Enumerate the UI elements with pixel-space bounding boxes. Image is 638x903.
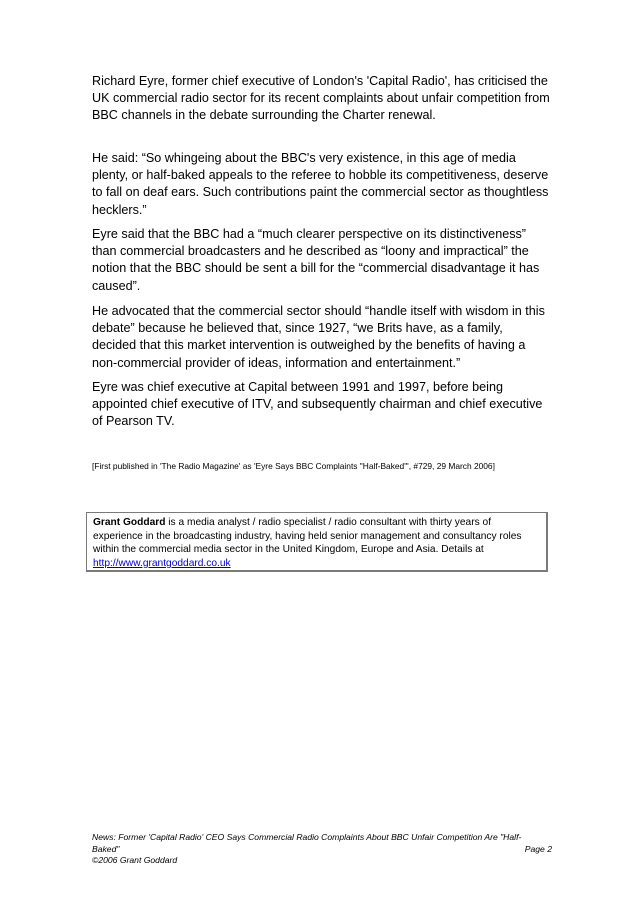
author-website-link[interactable]: http://www.grantgoddard.co.uk [93, 557, 231, 569]
publication-citation: [First published in 'The Radio Magazine' as 'Eyre Says BBC Complaints "Half-Baked"', #729, 29 March 2006] [92, 461, 495, 471]
article-paragraph-2: He said: “So whingeing about the BBC's very existence, in this age of media plenty, or half-baked appeals to the referee to hobble its competitiveness, deserve to fall on deaf ears. Such contributions paint the commercial sector as thoughtless hecklers.” [92, 151, 549, 217]
page-footer [92, 832, 552, 867]
footer-title-line-2: Baked" [92, 843, 120, 854]
article-paragraph-1: Richard Eyre, former chief executive of London's 'Capital Radio', has criticised the UK commercial radio sector for its recent complaints about unfair competition from BBC channels in the debate surrounding the Charter renewal. [92, 74, 550, 123]
article-paragraph-5: Eyre was chief executive at Capital between 1991 and 1997, before being appointed chief executive of ITV, and subsequently chairman and chief executive of Pearson TV. [92, 380, 543, 429]
author-bio-box [86, 512, 548, 572]
article-paragraph-4: He advocated that the commercial sector should “handle itself with wisdom in this debate” because he believed that, since 1927, “we Brits have, as a family, decided that this market intervention is outweighed by the benefits of having a non-commercial provider of ideas, information and entertainment.” [92, 304, 545, 370]
footer-title-line-1: News: Former 'Capital Radio' CEO Says Commercial Radio Complaints About BBC Unfair Competition Are "Half- [92, 832, 522, 842]
author-bio-text: is a media analyst / radio specialist / radio consultant with thirty years of experience in the broadcasting industry, having held senior management and consultancy roles within the commercial media sector in the United Kingdom, Europe and Asia. Details at [93, 517, 522, 556]
page-number: Page 2 [524, 843, 552, 854]
footer-copyright: ©2006 Grant Goddard [92, 855, 178, 866]
author-name: Grant Goddard [93, 517, 166, 528]
article-paragraph-3: Eyre said that the BBC had a “much clearer perspective on its distinctiveness” than commercial broadcasters and he described as “loony and impractical” the notion that the BBC should be sent a bill for the “commercial disadvantage it has caused”. [92, 227, 540, 293]
footer-title-line-2-row [92, 844, 552, 856]
